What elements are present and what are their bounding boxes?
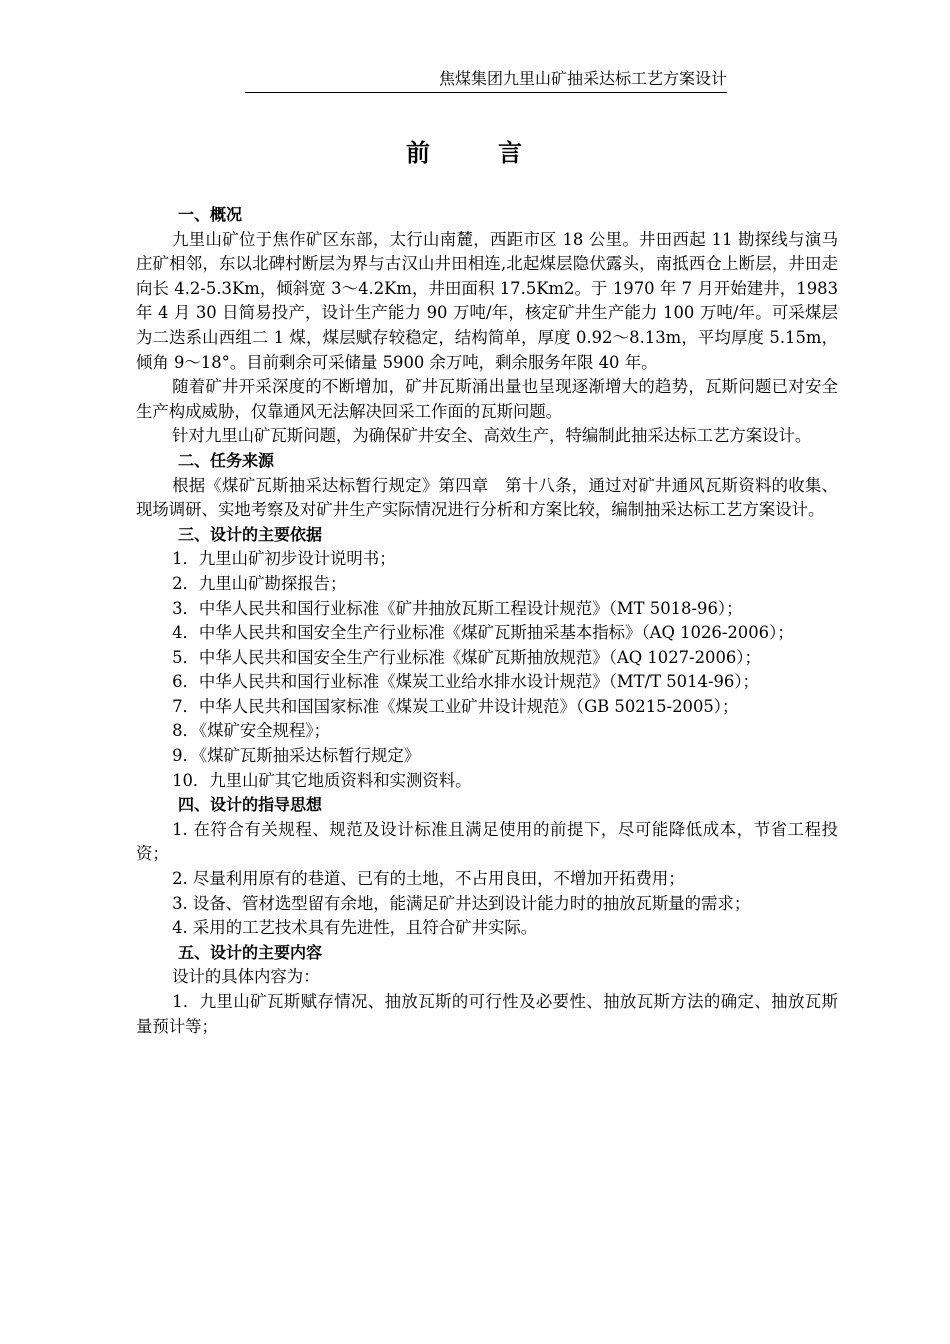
list-item: 9．《煤矿瓦斯抽采达标暂行规定》 [172, 746, 421, 766]
list-item: 1．九里山矿瓦斯赋存情况、抽放瓦斯的可行性及必要性、抽放瓦斯方法的确定、抽放瓦斯量预计等； [136, 992, 838, 1036]
list-item: 1．九里山矿初步设计说明书； [172, 549, 396, 569]
list-item: 6．中华人民共和国行业标准《煤炭工业给水排水设计规范》（MT/T 5014-96）； [172, 672, 759, 692]
list-item: 10．九里山矿其它地质资料和实测资料。 [172, 770, 472, 790]
list-item: 7．中华人民共和国国家标准《煤炭工业矿井设计规范》（GB 50215-2005）； [172, 696, 739, 716]
list-item: 3．中华人民共和国行业标准《矿井抽放瓦斯工程设计规范》（MT 5018-96）； [172, 598, 743, 618]
paragraph: 九里山矿位于焦作矿区东部，太行山南麓，西距市区 18 公里。井田西起 11 勘探线与演马庄矿相邻，东以北碑村断层为界与古汉山井田相连,北起煤层隐伏露头，南抵西仓上断层，井田走向长 4.2-5.3Km，倾斜宽 3～4.2Km，井田面积 17.5Km2。于 1970 年 7 月开始建井，1983 年 4 月 30 日简易投产，设计生产能力 90 万吨/年，核定矿井生产能力 100 万吨/年。可采煤层为二迭系山西组二 1 煤，煤层赋存较稳定，结构简单，厚度 0.92～8.13m，平均厚度 5.15m，倾角 9～18°。目前剩余可采储量 5900 余万吨，剩余服务年限 40 年。 [136, 229, 838, 372]
list-item: 8．《煤矿安全规程》； [172, 721, 331, 741]
list-item: 3. 设备、管材选型留有余地，能满足矿井达到设计能力时的抽放瓦斯量的需求； [172, 893, 751, 913]
section-heading-design-basis: 三、设计的主要依据 [178, 524, 323, 544]
document-body [136, 203, 838, 1039]
list-item: 2．九里山矿勘探报告； [172, 573, 347, 593]
section-heading-main-content: 五、设计的主要内容 [178, 942, 323, 962]
section-heading-task-source: 二、任务来源 [178, 450, 275, 470]
paragraph: 针对九里山矿瓦斯问题，为确保矿井安全、高效生产，特编制此抽采达标工艺方案设计。 [172, 426, 812, 446]
list-item: 4. 采用的工艺技术具有先进性，且符合矿井实际。 [172, 918, 538, 938]
list-item: 2. 尽量利用原有的巷道、已有的土地，不占用良田，不增加开拓费用； [172, 869, 685, 889]
header-title: 焦煤集团九里山矿抽采达标工艺方案设计 [438, 69, 727, 88]
section-heading-overview: 一、概况 [178, 205, 243, 224]
page-header [245, 68, 727, 93]
list-item: 5．中华人民共和国安全生产行业标准《煤矿瓦斯抽放规范》（AQ 1027-2006）； [172, 647, 761, 667]
section-heading-guiding-ideas: 四、设计的指导思想 [178, 795, 323, 815]
paragraph: 随着矿井开采深度的不断增加，矿井瓦斯涌出量也呈现逐渐增大的趋势，瓦斯问题已对安全生产构成威胁，仅靠通风无法解决回采工作面的瓦斯问题。 [136, 377, 838, 421]
list-item: 4．中华人民共和国安全生产行业标准《煤矿瓦斯抽采基本指标》（AQ 1026-2006）； [172, 623, 794, 643]
page-title: 前 言 [406, 138, 544, 167]
paragraph: 设计的具体内容为： [172, 967, 320, 987]
list-item: 1. 在符合有关规程、规范及设计标准且满足使用的前提下，尽可能降低成本，节省工程投资； [136, 819, 838, 864]
paragraph: 根据《煤矿瓦斯抽采达标暂行规定》第四章 第十八条，通过对矿井通风瓦斯资料的收集、现场调研、实地考察及对矿井生产实际情况进行分析和方案比较，编制抽采达标工艺方案设计。 [136, 475, 838, 520]
